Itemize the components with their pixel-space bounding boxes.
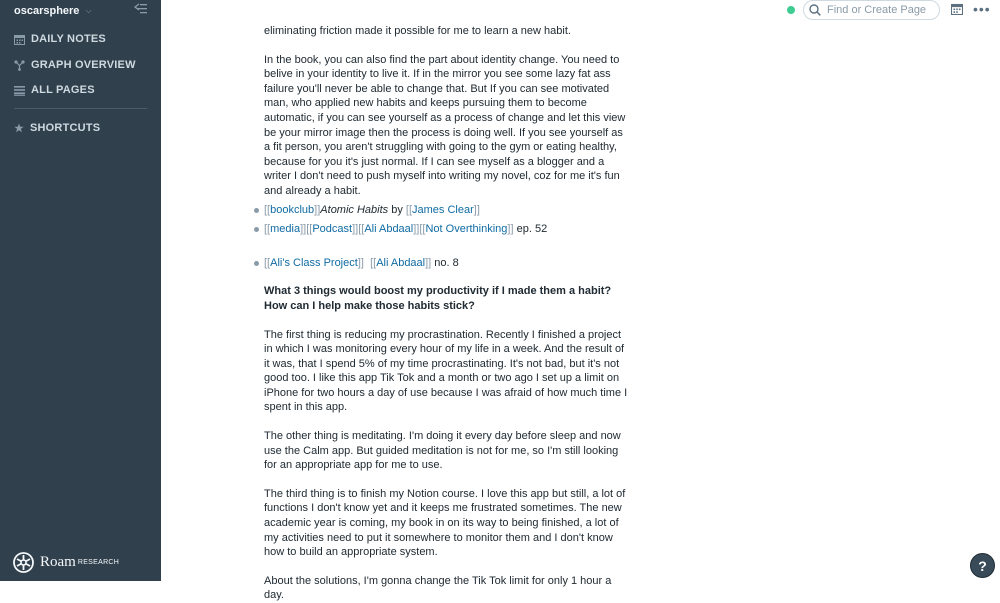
- roam-logo: [13, 552, 119, 573]
- block-text[interactable]: About the solutions, I'm gonna change the Tik Tok limit for only 1 hour a day.: [264, 574, 612, 602]
- bullet-dot[interactable]: [254, 227, 259, 232]
- logo-sub: RESEARCH: [77, 559, 120, 566]
- search-icon: [809, 4, 821, 16]
- more-options-icon[interactable]: •••: [973, 1, 991, 17]
- block-text[interactable]: The third thing is to finish my Notion course. I love this app but still, a lot of functions I don't know yet and it keeps me frustrated sometimes. The new academic year is coming, my book in on its way to being finished, a lot of my activities need to put it somewhere to monitor them and I don't know how to build an appropriate system.: [264, 487, 626, 559]
- sidebar-divider: [14, 108, 147, 109]
- shortcuts-header: [14, 120, 100, 136]
- ref-text: ep. 52: [513, 223, 548, 236]
- nav-daily-notes[interactable]: [14, 31, 106, 47]
- ref-text: no. 8: [431, 256, 459, 269]
- shortcuts-label: SHORTCUTS: [30, 122, 101, 134]
- question-heading[interactable]: What 3 things would boost my productivity if I made them a habit?: [264, 285, 612, 298]
- book-title: Atomic Habits: [320, 203, 389, 216]
- search-input[interactable]: [825, 3, 929, 17]
- workspace-switcher[interactable]: [14, 4, 149, 18]
- page-ref[interactable]: Not Overthinking: [425, 223, 508, 236]
- help-button[interactable]: ?: [970, 553, 995, 578]
- list-item[interactable]: [[media]][[Podcast]][[Ali Abdaal]][[Not Overthinking]] ep. 52: [264, 222, 629, 237]
- search-box[interactable]: [803, 0, 940, 20]
- nav-graph-overview[interactable]: [14, 57, 136, 73]
- star-icon: [14, 123, 24, 133]
- collapse-sidebar-icon[interactable]: [134, 3, 147, 15]
- block-text[interactable]: In the book, you can also find the part about identity change. You need to belive in your identity to live it. If in the mirror you see some lazy fat ass failure you'll never be able to change that. But If you can see motivated man, who applied new habits and keeps pursuing them to become automatic, if you can see yourself as a process of change and let this view be your mirror image then the process is doing well. If you see yourself as a fit person, you aren't struggling with going to the gym or eating healthy, because for you it's just normal. If I can see myself as a blogger and a writer I don't need to push myself into writing my novel, coz for me it's fun and already a habit.: [264, 53, 626, 197]
- page-ref[interactable]: James Clear: [412, 203, 474, 216]
- graph-icon: [14, 60, 25, 71]
- bullet-dot[interactable]: [254, 261, 259, 266]
- page-ref[interactable]: Podcast: [312, 223, 353, 236]
- nav-label: GRAPH OVERVIEW: [31, 59, 136, 71]
- list-item[interactable]: [[bookclub]]Atomic Habits by [[James Clear]]: [264, 203, 629, 218]
- logo-name: Roam: [40, 554, 76, 570]
- nav-label: ALL PAGES: [31, 84, 95, 96]
- left-sidebar: [0, 0, 161, 581]
- question-heading[interactable]: How can I help make those habits stick?: [264, 299, 475, 312]
- sync-status-dot: [787, 6, 795, 14]
- list-item[interactable]: [[Ali's Class Project]] [[Ali Abdaal]] no. 8: [264, 256, 629, 271]
- page-ref[interactable]: Ali's Class Project: [270, 256, 358, 269]
- block-text[interactable]: eliminating friction made it possible for me to learn a new habit.: [264, 25, 571, 37]
- page-ref[interactable]: bookclub: [270, 203, 315, 216]
- chevron-down-icon: ⌵: [85, 6, 92, 15]
- calendar-icon: [14, 34, 25, 45]
- calendar-button-icon[interactable]: [951, 3, 963, 15]
- list-icon: [14, 85, 25, 96]
- page-content: [264, 24, 629, 603]
- roam-logo-icon: [13, 552, 34, 573]
- nav-all-pages[interactable]: [14, 82, 95, 98]
- nav-label: DAILY NOTES: [31, 33, 106, 45]
- workspace-name: oscarsphere: [14, 5, 80, 17]
- bullet-dot[interactable]: [254, 208, 259, 213]
- block-text[interactable]: The other thing is meditating. I'm doing it every day before sleep and now use the Calm app. But guided meditation is not for me, so I'm still looking for an appropriate app for me to use.: [264, 430, 621, 472]
- page-ref[interactable]: media: [270, 223, 301, 236]
- ref-text: by: [388, 203, 406, 216]
- block-text[interactable]: The first thing is reducing my procrastination. Recently I finished a project in which I was monitoring every hour of my life in a week. And the result of it was, that I spend 5% of my time procrastinating. It's not bad, but it's not good too. I like this app Tik Tok and a month or two ago I set up a limit on iPhone for two hours a day of use because I was afraid of how much time I spent in this app.: [264, 328, 628, 414]
- page-ref[interactable]: Ali Abdaal: [376, 256, 426, 269]
- page-ref[interactable]: Ali Abdaal: [364, 223, 414, 236]
